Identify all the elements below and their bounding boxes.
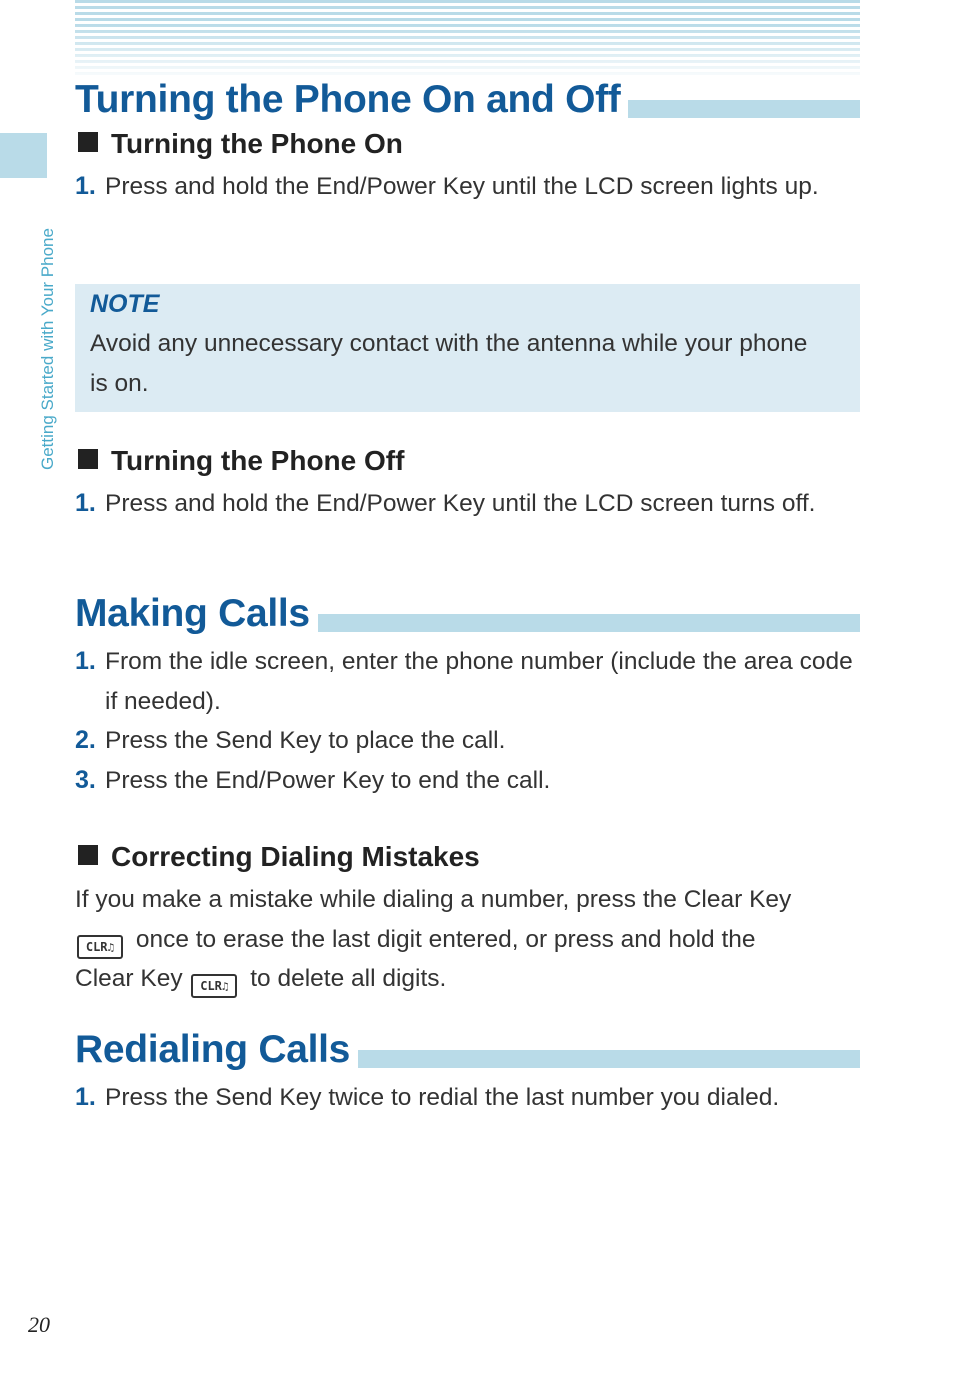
section-title-text: Making Calls <box>75 592 318 635</box>
step-number: 1. <box>75 1083 96 1111</box>
step-item <box>75 642 860 721</box>
note-box <box>75 284 860 412</box>
step-text: Press and hold the End/Power Key until the LCD screen lights up. <box>105 173 819 200</box>
square-bullet-icon <box>78 449 98 469</box>
square-bullet-icon <box>78 132 98 152</box>
step-number: 1. <box>75 489 96 517</box>
step-text: Press the Send Key to place the call. <box>105 727 506 754</box>
note-text: Avoid any unnecessary contact with the antenna while your phone is on. <box>90 330 808 397</box>
clear-key-icon: CLR♫ <box>77 935 123 959</box>
page-number: 20 <box>28 1312 50 1337</box>
step-number: 2. <box>75 726 96 754</box>
header-decoration <box>75 0 860 76</box>
subheading-phone-on: Turning the Phone On <box>78 128 403 160</box>
section-title-text: Turning the Phone On and Off <box>75 78 628 121</box>
step-number: 1. <box>75 647 96 675</box>
section-title-on-off <box>75 70 860 121</box>
step-text: Press the Send Key twice to redial the last number you dialed. <box>105 1084 780 1111</box>
step-text: From the idle screen, enter the phone number (include the area code if needed). <box>105 648 853 715</box>
step-item <box>75 721 860 761</box>
step-text: Press and hold the End/Power Key until the LCD screen turns off. <box>105 490 816 517</box>
subheading-phone-off: Turning the Phone Off <box>78 445 404 477</box>
step-item <box>75 761 860 801</box>
clear-key-icon: CLR♫ <box>191 974 237 998</box>
step-number: 3. <box>75 766 96 794</box>
chapter-label: Getting Started with Your Phone <box>38 228 57 470</box>
step-item <box>75 484 860 524</box>
step-item <box>75 1078 860 1118</box>
chapter-tab <box>0 133 47 178</box>
section-title-text: Redialing Calls <box>75 1028 358 1071</box>
correcting-paragraph: If you make a mistake while dialing a number, press the Clear Key CLR♫ once to erase the last digit entered, or press and hold the Clear Key CLR♫ to delete all digits. <box>75 880 860 999</box>
square-bullet-icon <box>78 845 98 865</box>
step-text: Press the End/Power Key to end the call. <box>105 767 551 794</box>
note-label: NOTE <box>90 290 160 318</box>
section-title-making-calls <box>75 584 860 635</box>
subheading-correcting-mistakes: Correcting Dialing Mistakes <box>78 841 480 873</box>
section-title-redialing <box>75 1020 860 1071</box>
step-number: 1. <box>75 172 96 200</box>
step-item <box>75 167 860 207</box>
